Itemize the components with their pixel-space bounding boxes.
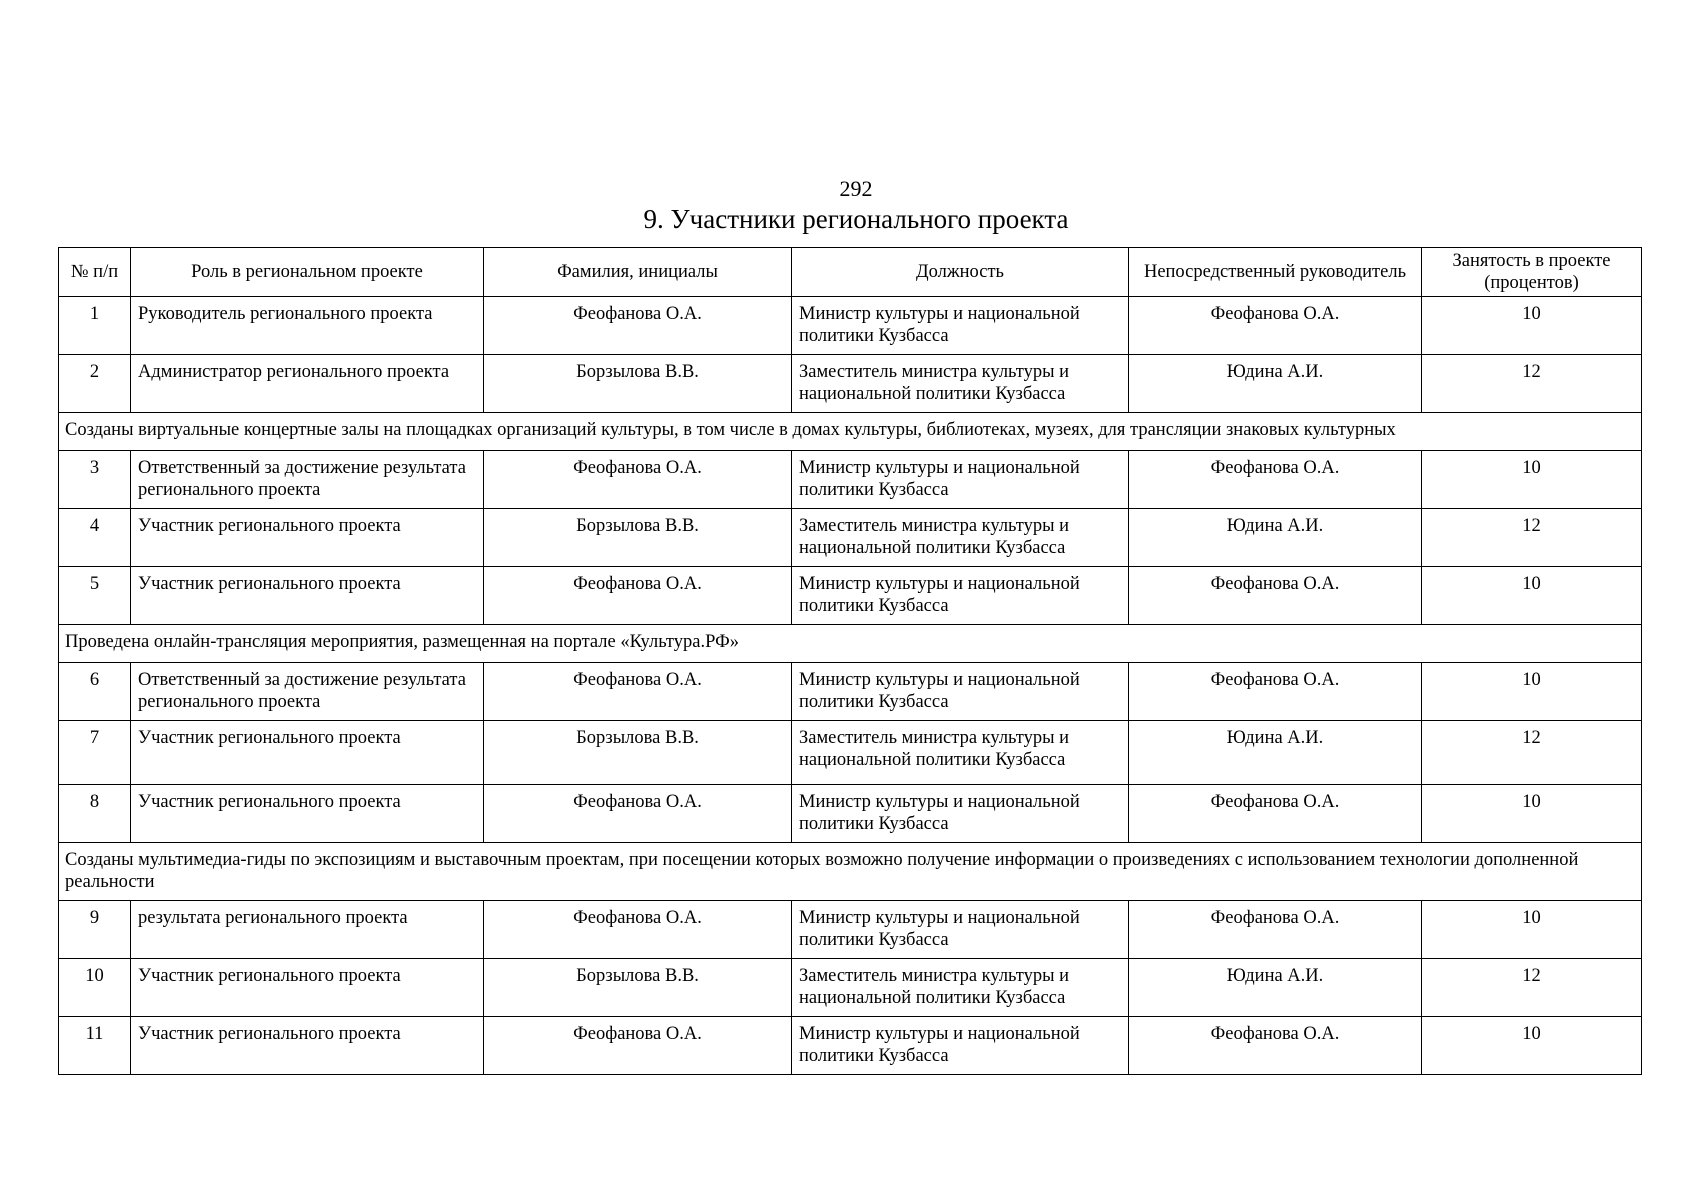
table-row — [59, 721, 1642, 785]
cell-role: Ответственный за достижение результата регионального проекта — [131, 663, 484, 721]
cell-supervisor: Феофанова О.А. — [1129, 901, 1422, 959]
cell-name: Феофанова О.А. — [484, 1017, 792, 1075]
cell-supervisor: Юдина А.И. — [1129, 721, 1422, 785]
cell-position: Министр культуры и национальной политики Кузбасса — [792, 785, 1129, 843]
cell-position: Заместитель министра культуры и национальной политики Кузбасса — [792, 355, 1129, 413]
cell-role: Участник регионального проекта — [131, 721, 484, 785]
header-name: Фамилия, инициалы — [484, 248, 792, 297]
header-supervisor: Непосредственный руководитель — [1129, 248, 1422, 297]
cell-employment: 10 — [1422, 663, 1642, 721]
cell-name: Феофанова О.А. — [484, 785, 792, 843]
cell-number: 10 — [59, 959, 131, 1017]
table-row — [59, 663, 1642, 721]
cell-number: 11 — [59, 1017, 131, 1075]
cell-supervisor: Юдина А.И. — [1129, 959, 1422, 1017]
section-row — [59, 843, 1642, 901]
table-row — [59, 509, 1642, 567]
cell-number: 6 — [59, 663, 131, 721]
section-row — [59, 413, 1642, 451]
cell-name: Феофанова О.А. — [484, 297, 792, 355]
cell-number: 5 — [59, 567, 131, 625]
cell-supervisor: Феофанова О.А. — [1129, 785, 1422, 843]
cell-supervisor: Феофанова О.А. — [1129, 451, 1422, 509]
cell-role: Участник регионального проекта — [131, 959, 484, 1017]
cell-role: результата регионального проекта — [131, 901, 484, 959]
header-position: Должность — [792, 248, 1129, 297]
cell-role: Руководитель регионального проекта — [131, 297, 484, 355]
section-heading: Созданы мультимедиа-гиды по экспозициям и выставочным проектам, при посещении которых возможно получение информации о произведениях с использованием технологии дополненной реальности — [59, 843, 1642, 901]
cell-name: Борзылова В.В. — [484, 721, 792, 785]
table-row — [59, 355, 1642, 413]
cell-employment: 10 — [1422, 297, 1642, 355]
table-row — [59, 297, 1642, 355]
cell-number: 2 — [59, 355, 131, 413]
header-number: № п/п — [59, 248, 131, 297]
cell-role: Участник регионального проекта — [131, 1017, 484, 1075]
cell-supervisor: Юдина А.И. — [1129, 509, 1422, 567]
header-role: Роль в региональном проекте — [131, 248, 484, 297]
cell-employment: 12 — [1422, 509, 1642, 567]
cell-role: Участник регионального проекта — [131, 785, 484, 843]
table-row — [59, 1017, 1642, 1075]
cell-position: Заместитель министра культуры и национальной политики Кузбасса — [792, 959, 1129, 1017]
cell-employment: 10 — [1422, 1017, 1642, 1075]
cell-role: Участник регионального проекта — [131, 509, 484, 567]
cell-employment: 10 — [1422, 567, 1642, 625]
cell-employment: 12 — [1422, 959, 1642, 1017]
table-header-row — [59, 248, 1642, 297]
cell-supervisor: Феофанова О.А. — [1129, 567, 1422, 625]
table-row — [59, 785, 1642, 843]
cell-position: Заместитель министра культуры и национальной политики Кузбасса — [792, 721, 1129, 785]
cell-supervisor: Феофанова О.А. — [1129, 1017, 1422, 1075]
cell-position: Министр культуры и национальной политики Кузбасса — [792, 297, 1129, 355]
section-heading: Проведена онлайн-трансляция мероприятия, размещенная на портале «Культура.РФ» — [59, 625, 1642, 663]
table-row — [59, 901, 1642, 959]
cell-name: Борзылова В.В. — [484, 959, 792, 1017]
cell-employment: 10 — [1422, 451, 1642, 509]
section-row — [59, 625, 1642, 663]
cell-name: Феофанова О.А. — [484, 901, 792, 959]
cell-number: 9 — [59, 901, 131, 959]
cell-name: Феофанова О.А. — [484, 663, 792, 721]
cell-role: Участник регионального проекта — [131, 567, 484, 625]
table-row — [59, 451, 1642, 509]
participants-table — [58, 247, 1642, 1075]
cell-position: Министр культуры и национальной политики Кузбасса — [792, 567, 1129, 625]
cell-number: 3 — [59, 451, 131, 509]
section-title: 9. Участники регионального проекта — [643, 204, 1069, 234]
cell-supervisor: Юдина А.И. — [1129, 355, 1422, 413]
cell-position: Заместитель министра культуры и национальной политики Кузбасса — [792, 509, 1129, 567]
cell-number: 4 — [59, 509, 131, 567]
cell-number: 1 — [59, 297, 131, 355]
table-row — [59, 567, 1642, 625]
cell-employment: 12 — [1422, 721, 1642, 785]
cell-supervisor: Феофанова О.А. — [1129, 297, 1422, 355]
cell-name: Борзылова В.В. — [484, 509, 792, 567]
cell-employment: 12 — [1422, 355, 1642, 413]
section-heading: Созданы виртуальные концертные залы на площадках организаций культуры, в том числе в домах культуры, библиотеках, музеях, для трансляции знаковых культурных — [59, 413, 1642, 451]
cell-number: 7 — [59, 721, 131, 785]
page-number: 292 — [839, 176, 873, 201]
cell-position: Министр культуры и национальной политики Кузбасса — [792, 451, 1129, 509]
header-employment: Занятость в проекте (процентов) — [1422, 248, 1642, 297]
cell-name: Борзылова В.В. — [484, 355, 792, 413]
cell-employment: 10 — [1422, 785, 1642, 843]
cell-employment: 10 — [1422, 901, 1642, 959]
cell-name: Феофанова О.А. — [484, 567, 792, 625]
table-row — [59, 959, 1642, 1017]
cell-role: Администратор регионального проекта — [131, 355, 484, 413]
cell-position: Министр культуры и национальной политики Кузбасса — [792, 1017, 1129, 1075]
cell-supervisor: Феофанова О.А. — [1129, 663, 1422, 721]
cell-position: Министр культуры и национальной политики Кузбасса — [792, 663, 1129, 721]
cell-position: Министр культуры и национальной политики Кузбасса — [792, 901, 1129, 959]
cell-role: Ответственный за достижение результата регионального проекта — [131, 451, 484, 509]
cell-number: 8 — [59, 785, 131, 843]
cell-name: Феофанова О.А. — [484, 451, 792, 509]
